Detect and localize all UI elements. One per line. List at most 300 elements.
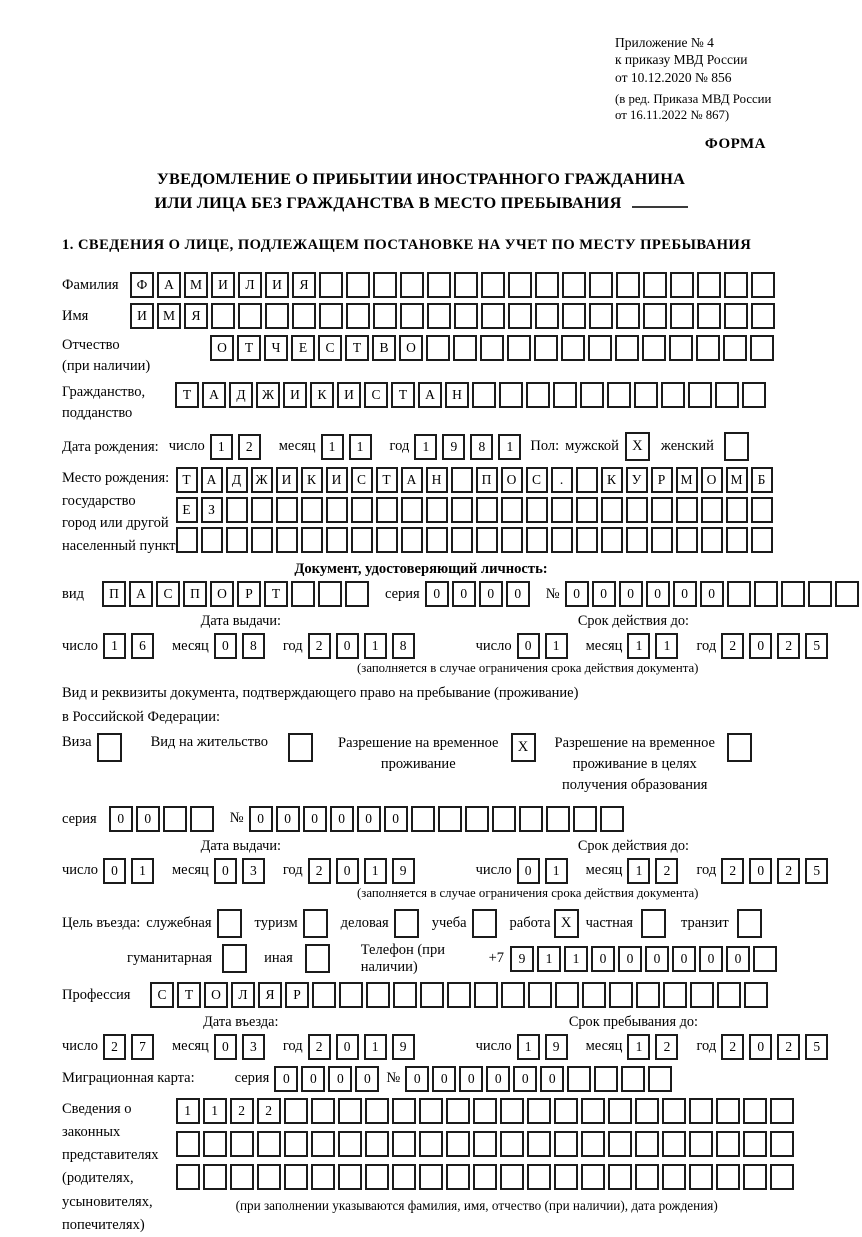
form-cell[interactable]: 1 bbox=[545, 858, 568, 884]
form-cell[interactable]: 5 bbox=[805, 633, 828, 659]
form-cell[interactable]: Я bbox=[184, 303, 208, 329]
form-cell[interactable]: Ч bbox=[264, 335, 288, 361]
form-cell[interactable] bbox=[581, 1098, 605, 1124]
form-cell[interactable]: И bbox=[326, 467, 348, 493]
form-cell[interactable] bbox=[781, 581, 805, 607]
form-cell[interactable]: Л bbox=[231, 982, 255, 1008]
form-cell[interactable] bbox=[176, 1164, 200, 1190]
form-cell[interactable]: 0 bbox=[517, 633, 540, 659]
form-cell[interactable] bbox=[608, 1164, 632, 1190]
form-cell[interactable] bbox=[770, 1098, 794, 1124]
form-cell[interactable] bbox=[676, 497, 698, 523]
form-cell[interactable] bbox=[669, 335, 693, 361]
form-cell[interactable] bbox=[393, 982, 417, 1008]
form-cell[interactable] bbox=[201, 527, 223, 553]
form-cell[interactable] bbox=[562, 272, 586, 298]
form-cell[interactable]: С bbox=[318, 335, 342, 361]
form-cell[interactable] bbox=[480, 335, 504, 361]
form-cell[interactable]: 7 bbox=[131, 1034, 154, 1060]
form-cell[interactable]: 2 bbox=[721, 1034, 744, 1060]
form-cell[interactable] bbox=[697, 303, 721, 329]
form-cell[interactable]: Т bbox=[237, 335, 261, 361]
form-cell[interactable] bbox=[257, 1131, 281, 1157]
form-cell[interactable] bbox=[401, 497, 423, 523]
form-cell[interactable] bbox=[476, 527, 498, 553]
form-cell[interactable]: 0 bbox=[618, 946, 642, 972]
form-cell[interactable]: 0 bbox=[486, 1066, 510, 1092]
form-cell[interactable]: Д bbox=[229, 382, 253, 408]
form-cell[interactable] bbox=[751, 303, 775, 329]
form-cell[interactable] bbox=[576, 467, 598, 493]
form-cell[interactable] bbox=[438, 806, 462, 832]
form-cell[interactable] bbox=[663, 982, 687, 1008]
form-cell[interactable] bbox=[626, 527, 648, 553]
form-cell[interactable]: О bbox=[210, 581, 234, 607]
form-cell[interactable]: 0 bbox=[592, 581, 616, 607]
form-cell[interactable] bbox=[376, 527, 398, 553]
form-cell[interactable] bbox=[737, 909, 762, 938]
form-cell[interactable] bbox=[301, 527, 323, 553]
form-cell[interactable]: 2 bbox=[721, 858, 744, 884]
form-cell[interactable]: 0 bbox=[432, 1066, 456, 1092]
form-cell[interactable]: 0 bbox=[355, 1066, 379, 1092]
form-cell[interactable] bbox=[589, 272, 613, 298]
form-cell[interactable] bbox=[546, 806, 570, 832]
form-cell[interactable]: 0 bbox=[749, 633, 772, 659]
form-cell[interactable] bbox=[312, 982, 336, 1008]
form-cell[interactable] bbox=[376, 497, 398, 523]
form-cell[interactable]: О bbox=[210, 335, 234, 361]
form-cell[interactable]: А bbox=[202, 382, 226, 408]
form-cell[interactable] bbox=[526, 382, 550, 408]
form-cell[interactable]: И bbox=[283, 382, 307, 408]
form-cell[interactable] bbox=[634, 382, 658, 408]
form-cell[interactable] bbox=[651, 497, 673, 523]
form-cell[interactable]: М bbox=[676, 467, 698, 493]
form-cell[interactable] bbox=[555, 982, 579, 1008]
form-cell[interactable]: А bbox=[129, 581, 153, 607]
form-cell[interactable] bbox=[662, 1131, 686, 1157]
form-cell[interactable]: 0 bbox=[328, 1066, 352, 1092]
form-cell[interactable] bbox=[527, 1164, 551, 1190]
form-cell[interactable] bbox=[481, 272, 505, 298]
form-cell[interactable]: 0 bbox=[274, 1066, 298, 1092]
form-cell[interactable] bbox=[476, 497, 498, 523]
form-cell[interactable] bbox=[676, 527, 698, 553]
form-cell[interactable]: 0 bbox=[452, 581, 476, 607]
form-cell[interactable]: 0 bbox=[726, 946, 750, 972]
form-cell[interactable] bbox=[743, 1098, 767, 1124]
form-cell[interactable] bbox=[230, 1131, 254, 1157]
form-cell[interactable] bbox=[472, 909, 497, 938]
form-cell[interactable] bbox=[311, 1131, 335, 1157]
form-cell[interactable] bbox=[508, 303, 532, 329]
form-cell[interactable]: 1 bbox=[131, 858, 154, 884]
form-cell[interactable] bbox=[211, 303, 235, 329]
form-cell[interactable] bbox=[626, 497, 648, 523]
form-cell[interactable]: X bbox=[511, 733, 536, 762]
form-cell[interactable]: 2 bbox=[777, 633, 800, 659]
form-cell[interactable]: 9 bbox=[545, 1034, 568, 1060]
form-cell[interactable] bbox=[97, 733, 122, 762]
form-cell[interactable]: М bbox=[726, 467, 748, 493]
form-cell[interactable] bbox=[257, 1164, 281, 1190]
form-cell[interactable] bbox=[318, 581, 342, 607]
form-cell[interactable] bbox=[419, 1131, 443, 1157]
form-cell[interactable] bbox=[451, 527, 473, 553]
form-cell[interactable] bbox=[648, 1066, 672, 1092]
form-cell[interactable]: Е bbox=[291, 335, 315, 361]
form-cell[interactable]: 0 bbox=[673, 581, 697, 607]
form-cell[interactable]: 5 bbox=[805, 858, 828, 884]
form-cell[interactable] bbox=[808, 581, 832, 607]
form-cell[interactable]: И bbox=[276, 467, 298, 493]
form-cell[interactable]: 1 bbox=[321, 434, 344, 460]
form-cell[interactable] bbox=[554, 1098, 578, 1124]
form-cell[interactable]: И bbox=[337, 382, 361, 408]
form-cell[interactable]: О bbox=[701, 467, 723, 493]
form-cell[interactable] bbox=[473, 1098, 497, 1124]
form-cell[interactable] bbox=[601, 527, 623, 553]
form-cell[interactable]: 2 bbox=[308, 858, 331, 884]
form-cell[interactable]: С bbox=[351, 467, 373, 493]
form-cell[interactable] bbox=[454, 303, 478, 329]
form-cell[interactable] bbox=[400, 272, 424, 298]
form-cell[interactable] bbox=[689, 1098, 713, 1124]
form-cell[interactable] bbox=[716, 1098, 740, 1124]
form-cell[interactable] bbox=[751, 497, 773, 523]
form-cell[interactable]: 0 bbox=[214, 858, 237, 884]
form-cell[interactable] bbox=[419, 1164, 443, 1190]
form-cell[interactable] bbox=[492, 806, 516, 832]
form-cell[interactable] bbox=[689, 1131, 713, 1157]
form-cell[interactable] bbox=[230, 1164, 254, 1190]
form-cell[interactable]: 8 bbox=[392, 633, 415, 659]
form-cell[interactable]: 0 bbox=[479, 581, 503, 607]
form-cell[interactable] bbox=[608, 1131, 632, 1157]
form-cell[interactable]: 2 bbox=[308, 1034, 331, 1060]
form-cell[interactable]: 0 bbox=[384, 806, 408, 832]
form-cell[interactable]: 3 bbox=[242, 858, 265, 884]
form-cell[interactable]: И bbox=[265, 272, 289, 298]
form-cell[interactable] bbox=[311, 1098, 335, 1124]
form-cell[interactable] bbox=[835, 581, 859, 607]
form-cell[interactable] bbox=[338, 1131, 362, 1157]
form-cell[interactable] bbox=[581, 1164, 605, 1190]
form-cell[interactable] bbox=[473, 1164, 497, 1190]
form-cell[interactable]: 1 bbox=[545, 633, 568, 659]
form-cell[interactable]: Н bbox=[445, 382, 469, 408]
form-cell[interactable]: Т bbox=[264, 581, 288, 607]
form-cell[interactable]: 0 bbox=[249, 806, 273, 832]
form-cell[interactable]: 1 bbox=[203, 1098, 227, 1124]
form-cell[interactable] bbox=[643, 303, 667, 329]
form-cell[interactable] bbox=[453, 335, 477, 361]
form-cell[interactable]: 0 bbox=[405, 1066, 429, 1092]
form-cell[interactable]: 6 bbox=[131, 633, 154, 659]
form-cell[interactable] bbox=[724, 272, 748, 298]
form-cell[interactable] bbox=[338, 1098, 362, 1124]
form-cell[interactable]: Р bbox=[237, 581, 261, 607]
form-cell[interactable] bbox=[754, 581, 778, 607]
form-cell[interactable]: 0 bbox=[565, 581, 589, 607]
form-cell[interactable]: Т bbox=[177, 982, 201, 1008]
form-cell[interactable]: 0 bbox=[425, 581, 449, 607]
form-cell[interactable] bbox=[226, 527, 248, 553]
form-cell[interactable] bbox=[580, 382, 604, 408]
form-cell[interactable]: Л bbox=[238, 272, 262, 298]
form-cell[interactable] bbox=[662, 1098, 686, 1124]
form-cell[interactable]: В bbox=[372, 335, 396, 361]
form-cell[interactable] bbox=[528, 982, 552, 1008]
form-cell[interactable]: 0 bbox=[619, 581, 643, 607]
form-cell[interactable]: 0 bbox=[357, 806, 381, 832]
form-cell[interactable] bbox=[426, 335, 450, 361]
form-cell[interactable] bbox=[551, 497, 573, 523]
form-cell[interactable] bbox=[427, 303, 451, 329]
form-cell[interactable] bbox=[303, 909, 328, 938]
form-cell[interactable]: 5 bbox=[805, 1034, 828, 1060]
form-cell[interactable] bbox=[553, 382, 577, 408]
form-cell[interactable] bbox=[526, 497, 548, 523]
form-cell[interactable] bbox=[346, 272, 370, 298]
form-cell[interactable]: 0 bbox=[749, 858, 772, 884]
form-cell[interactable] bbox=[400, 303, 424, 329]
form-cell[interactable] bbox=[527, 1098, 551, 1124]
form-cell[interactable] bbox=[621, 1066, 645, 1092]
form-cell[interactable] bbox=[661, 382, 685, 408]
form-cell[interactable] bbox=[284, 1164, 308, 1190]
form-cell[interactable] bbox=[670, 272, 694, 298]
form-cell[interactable]: 2 bbox=[655, 858, 678, 884]
form-cell[interactable] bbox=[723, 335, 747, 361]
form-cell[interactable] bbox=[426, 497, 448, 523]
form-cell[interactable]: М bbox=[184, 272, 208, 298]
form-cell[interactable]: Н bbox=[426, 467, 448, 493]
form-cell[interactable]: 0 bbox=[301, 1066, 325, 1092]
form-cell[interactable] bbox=[176, 1131, 200, 1157]
form-cell[interactable] bbox=[426, 527, 448, 553]
form-cell[interactable]: 0 bbox=[109, 806, 133, 832]
form-cell[interactable]: 1 bbox=[176, 1098, 200, 1124]
form-cell[interactable] bbox=[716, 1164, 740, 1190]
form-cell[interactable] bbox=[351, 497, 373, 523]
form-cell[interactable] bbox=[474, 982, 498, 1008]
form-cell[interactable]: 0 bbox=[540, 1066, 564, 1092]
form-cell[interactable] bbox=[394, 909, 419, 938]
form-cell[interactable] bbox=[465, 806, 489, 832]
form-cell[interactable] bbox=[742, 382, 766, 408]
form-cell[interactable]: 0 bbox=[214, 633, 237, 659]
form-cell[interactable]: 0 bbox=[336, 858, 359, 884]
form-cell[interactable] bbox=[392, 1131, 416, 1157]
form-cell[interactable]: К bbox=[310, 382, 334, 408]
form-cell[interactable] bbox=[190, 806, 214, 832]
form-cell[interactable] bbox=[588, 335, 612, 361]
form-cell[interactable]: 2 bbox=[103, 1034, 126, 1060]
form-cell[interactable]: С bbox=[364, 382, 388, 408]
form-cell[interactable] bbox=[594, 1066, 618, 1092]
form-cell[interactable]: П bbox=[102, 581, 126, 607]
form-cell[interactable]: 1 bbox=[564, 946, 588, 972]
form-cell[interactable] bbox=[751, 527, 773, 553]
form-cell[interactable] bbox=[226, 497, 248, 523]
form-cell[interactable] bbox=[724, 432, 749, 461]
form-cell[interactable] bbox=[727, 733, 752, 762]
form-cell[interactable]: 1 bbox=[655, 633, 678, 659]
form-cell[interactable]: 1 bbox=[103, 633, 126, 659]
form-cell[interactable]: П bbox=[476, 467, 498, 493]
form-cell[interactable] bbox=[689, 1164, 713, 1190]
form-cell[interactable] bbox=[562, 303, 586, 329]
form-cell[interactable]: 0 bbox=[336, 1034, 359, 1060]
form-cell[interactable]: И bbox=[130, 303, 154, 329]
form-cell[interactable] bbox=[743, 1131, 767, 1157]
form-cell[interactable] bbox=[420, 982, 444, 1008]
form-cell[interactable]: 2 bbox=[777, 858, 800, 884]
form-cell[interactable]: 0 bbox=[700, 581, 724, 607]
form-cell[interactable] bbox=[319, 272, 343, 298]
form-cell[interactable]: 0 bbox=[517, 858, 540, 884]
form-cell[interactable] bbox=[446, 1098, 470, 1124]
form-cell[interactable] bbox=[238, 303, 262, 329]
form-cell[interactable]: 1 bbox=[349, 434, 372, 460]
form-cell[interactable]: 0 bbox=[506, 581, 530, 607]
form-cell[interactable] bbox=[697, 272, 721, 298]
form-cell[interactable]: 1 bbox=[364, 1034, 387, 1060]
form-cell[interactable] bbox=[251, 497, 273, 523]
form-cell[interactable] bbox=[726, 497, 748, 523]
form-cell[interactable] bbox=[203, 1131, 227, 1157]
form-cell[interactable] bbox=[311, 1164, 335, 1190]
form-cell[interactable] bbox=[501, 982, 525, 1008]
form-cell[interactable] bbox=[288, 733, 313, 762]
form-cell[interactable] bbox=[589, 303, 613, 329]
form-cell[interactable] bbox=[500, 1098, 524, 1124]
form-cell[interactable]: 1 bbox=[627, 858, 650, 884]
form-cell[interactable] bbox=[534, 335, 558, 361]
form-cell[interactable]: 2 bbox=[655, 1034, 678, 1060]
form-cell[interactable]: У bbox=[626, 467, 648, 493]
form-cell[interactable]: К bbox=[601, 467, 623, 493]
form-cell[interactable] bbox=[284, 1098, 308, 1124]
form-cell[interactable]: . bbox=[551, 467, 573, 493]
form-cell[interactable] bbox=[751, 272, 775, 298]
form-cell[interactable] bbox=[351, 527, 373, 553]
form-cell[interactable] bbox=[500, 1131, 524, 1157]
form-cell[interactable] bbox=[715, 382, 739, 408]
form-cell[interactable]: 0 bbox=[136, 806, 160, 832]
form-cell[interactable] bbox=[581, 1131, 605, 1157]
form-cell[interactable]: 0 bbox=[459, 1066, 483, 1092]
form-cell[interactable]: X bbox=[554, 909, 579, 938]
form-cell[interactable] bbox=[607, 382, 631, 408]
form-cell[interactable]: 1 bbox=[364, 858, 387, 884]
form-cell[interactable] bbox=[392, 1164, 416, 1190]
form-cell[interactable] bbox=[615, 335, 639, 361]
form-cell[interactable] bbox=[473, 1131, 497, 1157]
form-cell[interactable]: С bbox=[526, 467, 548, 493]
form-cell[interactable] bbox=[701, 497, 723, 523]
form-cell[interactable] bbox=[716, 1131, 740, 1157]
form-cell[interactable]: 0 bbox=[591, 946, 615, 972]
form-cell[interactable]: Р bbox=[285, 982, 309, 1008]
form-cell[interactable] bbox=[744, 982, 768, 1008]
form-cell[interactable]: Ф bbox=[130, 272, 154, 298]
form-cell[interactable]: 8 bbox=[470, 434, 493, 460]
form-cell[interactable]: 0 bbox=[646, 581, 670, 607]
form-cell[interactable] bbox=[726, 527, 748, 553]
form-cell[interactable]: И bbox=[211, 272, 235, 298]
form-cell[interactable]: С bbox=[156, 581, 180, 607]
form-cell[interactable]: 0 bbox=[699, 946, 723, 972]
form-cell[interactable] bbox=[163, 806, 187, 832]
form-cell[interactable]: 0 bbox=[214, 1034, 237, 1060]
form-cell[interactable] bbox=[662, 1164, 686, 1190]
form-cell[interactable]: Я bbox=[292, 272, 316, 298]
form-cell[interactable] bbox=[582, 982, 606, 1008]
form-cell[interactable]: 0 bbox=[303, 806, 327, 832]
form-cell[interactable] bbox=[451, 467, 473, 493]
form-cell[interactable] bbox=[338, 1164, 362, 1190]
form-cell[interactable]: А bbox=[157, 272, 181, 298]
form-cell[interactable] bbox=[499, 382, 523, 408]
form-cell[interactable]: 2 bbox=[777, 1034, 800, 1060]
form-cell[interactable] bbox=[339, 982, 363, 1008]
form-cell[interactable]: Т bbox=[175, 382, 199, 408]
form-cell[interactable] bbox=[535, 303, 559, 329]
form-cell[interactable]: Б bbox=[751, 467, 773, 493]
form-cell[interactable] bbox=[554, 1164, 578, 1190]
form-cell[interactable]: А bbox=[418, 382, 442, 408]
form-cell[interactable]: 0 bbox=[103, 858, 126, 884]
form-cell[interactable]: М bbox=[157, 303, 181, 329]
form-cell[interactable] bbox=[561, 335, 585, 361]
form-cell[interactable]: О bbox=[204, 982, 228, 1008]
form-cell[interactable] bbox=[507, 335, 531, 361]
form-cell[interactable] bbox=[717, 982, 741, 1008]
form-cell[interactable] bbox=[608, 1098, 632, 1124]
form-cell[interactable] bbox=[251, 527, 273, 553]
form-cell[interactable]: X bbox=[625, 432, 650, 461]
form-cell[interactable] bbox=[454, 272, 478, 298]
form-cell[interactable]: 1 bbox=[627, 1034, 650, 1060]
form-cell[interactable] bbox=[481, 303, 505, 329]
form-cell[interactable] bbox=[635, 1098, 659, 1124]
form-cell[interactable] bbox=[701, 527, 723, 553]
form-cell[interactable] bbox=[724, 303, 748, 329]
form-cell[interactable] bbox=[346, 303, 370, 329]
form-cell[interactable] bbox=[222, 944, 247, 973]
form-cell[interactable] bbox=[600, 806, 624, 832]
form-cell[interactable]: 0 bbox=[336, 633, 359, 659]
form-cell[interactable]: 1 bbox=[498, 434, 521, 460]
form-cell[interactable] bbox=[576, 497, 598, 523]
form-cell[interactable]: Т bbox=[376, 467, 398, 493]
form-cell[interactable] bbox=[326, 497, 348, 523]
form-cell[interactable]: 1 bbox=[627, 633, 650, 659]
form-cell[interactable] bbox=[635, 1164, 659, 1190]
form-cell[interactable] bbox=[616, 272, 640, 298]
form-cell[interactable]: 2 bbox=[230, 1098, 254, 1124]
form-cell[interactable]: З bbox=[201, 497, 223, 523]
form-cell[interactable] bbox=[305, 944, 330, 973]
form-cell[interactable]: 1 bbox=[537, 946, 561, 972]
form-cell[interactable]: Т bbox=[391, 382, 415, 408]
form-cell[interactable] bbox=[319, 303, 343, 329]
form-cell[interactable] bbox=[472, 382, 496, 408]
form-cell[interactable]: 0 bbox=[645, 946, 669, 972]
